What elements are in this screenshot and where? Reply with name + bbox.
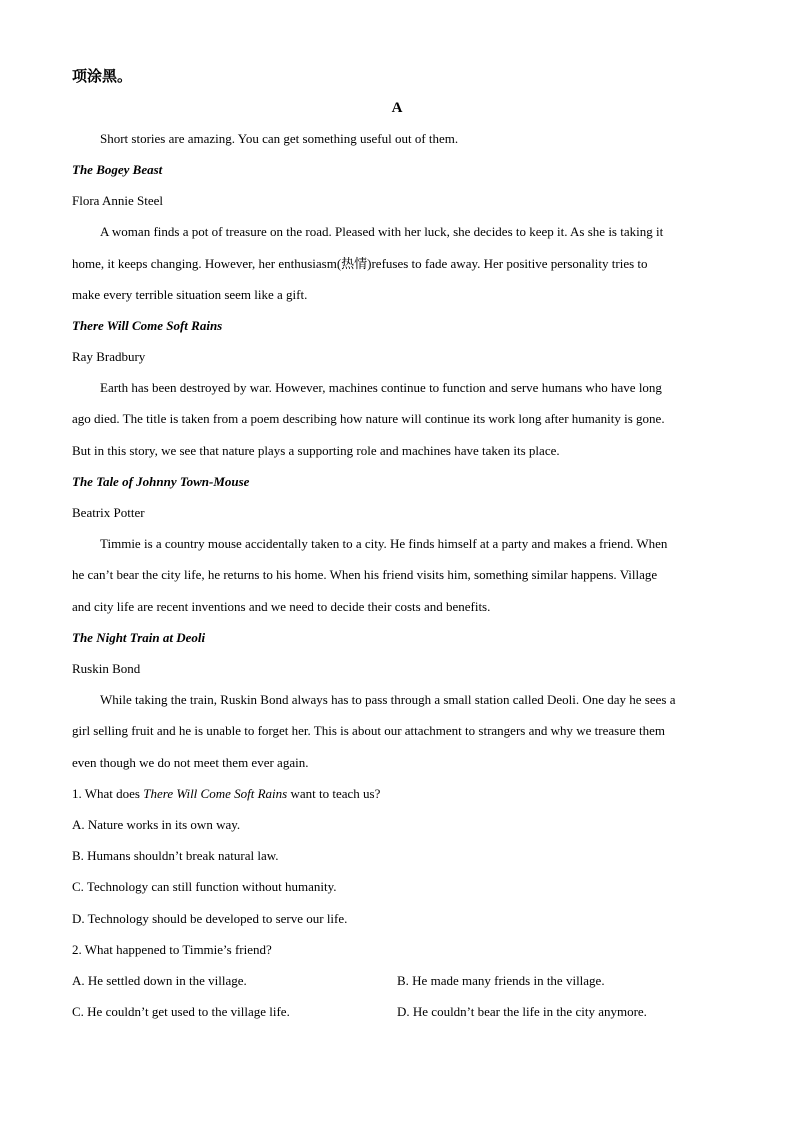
question-1-stem bbox=[72, 786, 380, 802]
option-d[interactable]: D. He couldn’t bear the life in the city anymore. bbox=[397, 1004, 647, 1019]
story-author: Flora Annie Steel bbox=[72, 193, 163, 208]
story-summary-line: While taking the train, Ruskin Bond always has to pass through a small station called Deoli. One day he sees a bbox=[100, 692, 676, 707]
intro-paragraph: Short stories are amazing. You can get something useful out of them. bbox=[100, 131, 459, 146]
question-stem-title: There Will Come Soft Rains bbox=[143, 786, 288, 801]
story-summary-line: ago died. The title is taken from a poem describing how nature will continue its work long after humanity is gone. bbox=[72, 411, 665, 426]
story-summary-line: he can’t bear the city life, he returns to his home. When his friend visits him, something similar happens. Village bbox=[72, 567, 658, 582]
instruction-fragment: 项涂黑。 bbox=[72, 67, 133, 85]
story-summary-line: A woman finds a pot of treasure on the road. Pleased with her luck, she decides to keep it. As she is taking it bbox=[100, 224, 664, 239]
question-stem-prefix: 1. What does bbox=[72, 786, 144, 801]
story-title: The Night Train at Deoli bbox=[72, 630, 206, 645]
story-author: Ray Bradbury bbox=[72, 349, 146, 364]
question-stem-suffix: want to teach us? bbox=[287, 786, 381, 801]
story-author: Beatrix Potter bbox=[72, 505, 145, 520]
option-d[interactable]: D. Technology should be developed to serve our life. bbox=[72, 911, 348, 926]
story-title: The Tale of Johnny Town-Mouse bbox=[72, 474, 250, 489]
story-summary-line: Timmie is a country mouse accidentally taken to a city. He finds himself at a party and makes a friend. When bbox=[100, 536, 668, 551]
option-c[interactable]: C. Technology can still function without humanity. bbox=[72, 879, 337, 894]
option-b[interactable]: B. He made many friends in the village. bbox=[397, 973, 605, 988]
story-summary-line: even though we do not meet them ever again. bbox=[72, 755, 309, 770]
option-a[interactable]: A. Nature works in its own way. bbox=[72, 817, 241, 832]
question-2-stem: 2. What happened to Timmie’s friend? bbox=[72, 942, 272, 957]
story-summary-line: home, it keeps changing. However, her enthusiasm(热情)refuses to fade away. Her positive personality tries to bbox=[72, 256, 648, 271]
option-c[interactable]: C. He couldn’t get used to the village life. bbox=[72, 1004, 290, 1019]
story-summary-line: and city life are recent inventions and we need to decide their costs and benefits. bbox=[72, 599, 491, 614]
section-heading: A bbox=[391, 100, 403, 116]
option-a[interactable]: A. He settled down in the village. bbox=[72, 973, 247, 988]
story-summary-line: Earth has been destroyed by war. However, machines continue to function and serve humans who have long bbox=[100, 380, 662, 395]
story-title: The Bogey Beast bbox=[72, 162, 163, 177]
story-title: There Will Come Soft Rains bbox=[72, 318, 223, 333]
story-summary-line: girl selling fruit and he is unable to forget her. This is about our attachment to strangers and why we treasure them bbox=[72, 723, 666, 738]
story-summary-line: make every terrible situation seem like a gift. bbox=[72, 287, 308, 302]
story-summary-line: But in this story, we see that nature plays a supporting role and machines have taken its place. bbox=[72, 443, 560, 458]
story-author: Ruskin Bond bbox=[72, 661, 141, 676]
option-b[interactable]: B. Humans shouldn’t break natural law. bbox=[72, 848, 279, 863]
